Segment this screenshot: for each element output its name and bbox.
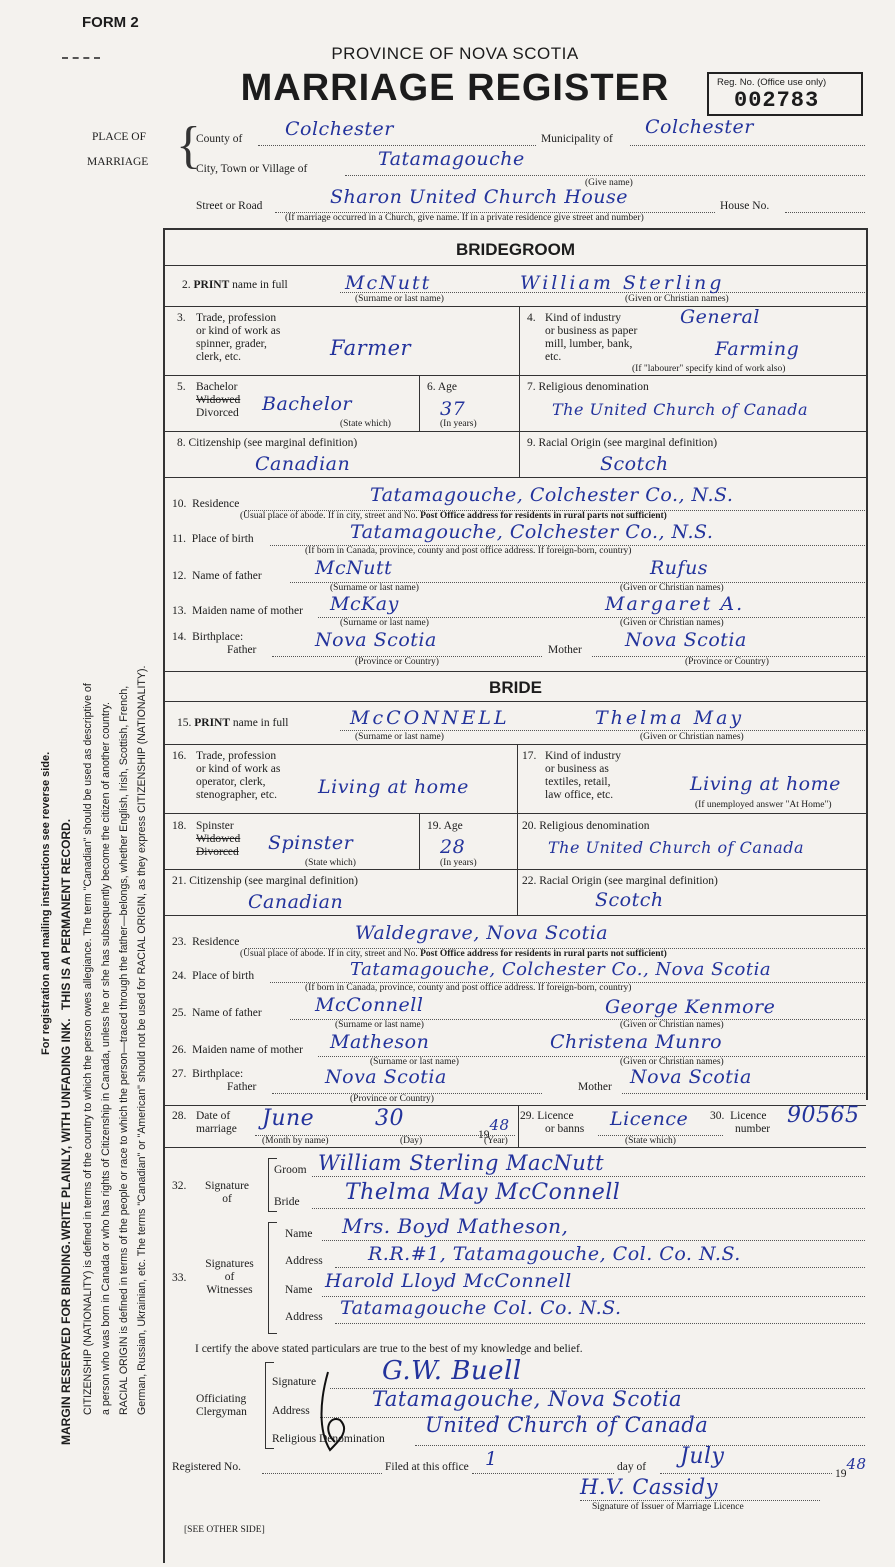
w2-name: Harold Lloyd McConnell bbox=[325, 1270, 572, 1292]
groom-age-value: 37 bbox=[440, 398, 466, 420]
bride-industry-num: 17. bbox=[522, 750, 537, 762]
w2-address: Tatamagouche Col. Co. N.S. bbox=[340, 1297, 622, 1319]
groom-father-surname: McNutt bbox=[315, 557, 393, 579]
street-value: Sharon United Church House bbox=[330, 186, 629, 208]
marriage-day: 30 bbox=[375, 1106, 404, 1131]
groom-given: William Sterling bbox=[520, 272, 725, 294]
margin-line-3: CITIZENSHIP (NATIONALITY) is defined in terms of the country to which the person owes allegiance. The term "Canadian" should be used as descriptive of bbox=[82, 683, 94, 1415]
filed-day: 1 bbox=[485, 1448, 498, 1470]
groom-residence-caption: (Usual place of abode. If in city, street and No. Post Office address for residents in rural parts not sufficient) bbox=[240, 511, 667, 521]
groom-bp-mother-value: Nova Scotia bbox=[625, 629, 747, 651]
issuer-signature: H.V. Cassidy bbox=[580, 1475, 718, 1499]
bride-signature: Thelma May McConnell bbox=[345, 1180, 621, 1205]
licence-no-label-b: number bbox=[735, 1123, 771, 1135]
bride-status-label: Spinster Widowed Divorced bbox=[196, 820, 241, 858]
bride-bp-mother-value: Nova Scotia bbox=[630, 1066, 752, 1088]
margin-line-2a: MARGIN RESERVED FOR BINDING. bbox=[59, 1241, 73, 1445]
give-name-caption: (Give name) bbox=[585, 178, 633, 188]
issuer-caption: Signature of Issuer of Marriage Licence bbox=[592, 1502, 744, 1512]
bride-trade-num: 16. bbox=[172, 750, 187, 762]
witness-label: Signatures of Witnesses bbox=[205, 1258, 254, 1296]
street-note: (If marriage occurred in a Church, give name. If in a private residence give street and number) bbox=[285, 213, 644, 223]
groom-mother-surname: McKay bbox=[330, 593, 399, 615]
house-label: House No. bbox=[720, 200, 770, 212]
bride-racial-label: 22. Racial Origin (see marginal definition) bbox=[522, 875, 718, 887]
bride-status-caption: (State which) bbox=[305, 858, 356, 868]
w1-name: Mrs. Boyd Matheson, bbox=[342, 1214, 569, 1238]
certify-text: I certify the above stated particulars are true to the best of my knowledge and belief. bbox=[195, 1343, 583, 1355]
margin-line-6: German, Russian, Ukrainian, etc. The terms "Canadian" or "American" should not be used for RACIAL ORIGIN, as they express CITIZENSHIP (NATIONALITY). bbox=[136, 665, 148, 1415]
groom-signature: William Sterling MacNutt bbox=[318, 1151, 605, 1175]
day-caption: (Day) bbox=[400, 1136, 423, 1146]
bride-industry-value: Living at home bbox=[690, 773, 841, 795]
groom-bp-father-label: Father bbox=[227, 644, 257, 656]
groom-mother-given: Margaret A. bbox=[605, 593, 745, 615]
groom-racial-label: 9. Racial Origin (see marginal definition) bbox=[527, 437, 718, 449]
bride-trade-label: Trade, profession or kind of work as operator, clerk, stenographer, etc. bbox=[196, 750, 281, 801]
w1-name-label: Name bbox=[285, 1228, 313, 1240]
groom-bp-label: 14. Birthplace: bbox=[172, 631, 244, 643]
bride-residence-value: Waldegrave, Nova Scotia bbox=[355, 922, 609, 944]
groom-birth-caption: (If born in Canada, province, county and post office address. If foreign-born, country) bbox=[305, 546, 632, 556]
licence-no-label: 30. Licence bbox=[710, 1110, 767, 1122]
bride-religion-value: The United Church of Canada bbox=[548, 838, 805, 857]
groom-status-label: Bachelor Widowed Divorced bbox=[196, 381, 241, 419]
bride-citizenship-label: 21. Citizenship (see marginal definition) bbox=[172, 875, 358, 887]
bride-age-value: 28 bbox=[440, 836, 466, 858]
groom-racial-value: Scotch bbox=[600, 453, 669, 475]
bride-residence-caption: (Usual place of abode. If in city, street and No. Post Office address for residents in rural parts not sufficient) bbox=[240, 949, 667, 959]
w1-address-label: Address bbox=[285, 1255, 323, 1267]
sig-label: Signature of bbox=[204, 1180, 250, 1205]
margin-line-1: For registration and mailing instructions see reverse side. bbox=[40, 751, 52, 1055]
bride-mother-given: Christena Munro bbox=[550, 1031, 723, 1053]
groom-status-caption: (State which) bbox=[340, 419, 391, 429]
groom-industry-num: 4. bbox=[527, 312, 536, 324]
clergy-address: Tatamagouche, Nova Scotia bbox=[372, 1387, 683, 1411]
bride-name-label: 15. PRINT name in full bbox=[177, 717, 289, 729]
frame-top-rule bbox=[163, 228, 868, 230]
county-value: Colchester bbox=[285, 118, 394, 140]
groom-father-surname-caption: (Surname or last name) bbox=[330, 583, 419, 593]
bride-given-caption: (Given or Christian names) bbox=[640, 732, 744, 742]
filed-year: 1948 bbox=[835, 1455, 867, 1480]
month-caption: (Month by name) bbox=[262, 1136, 329, 1146]
clergy-religious: United Church of Canada bbox=[425, 1413, 709, 1437]
groom-birth-label: 11. Place of birth bbox=[172, 533, 254, 545]
bride-trade-value: Living at home bbox=[318, 776, 469, 798]
margin-line-4: a person who was born in Canada or who has rights of Citizenship in Canada, unless he or she has subsequently become the citizen of another country. bbox=[100, 702, 112, 1415]
bride-mother-given-caption: (Given or Christian names) bbox=[620, 1057, 724, 1067]
groom-father-given: Rufus bbox=[650, 557, 709, 579]
w2-address-label: Address bbox=[285, 1311, 323, 1323]
bride-father-surname-caption: (Surname or last name) bbox=[335, 1020, 424, 1030]
marriage-month: June bbox=[262, 1106, 315, 1131]
bride-age-caption: (In years) bbox=[440, 858, 477, 868]
province-title: PROVINCE OF NOVA SCOTIA bbox=[331, 44, 579, 63]
bridegroom-title: BRIDEGROOM bbox=[456, 240, 575, 259]
groom-age-caption: (In years) bbox=[440, 419, 477, 429]
groom-surname: McNutt bbox=[345, 272, 432, 294]
city-value: Tatamagouche bbox=[378, 148, 525, 170]
groom-bp-father-caption: (Province or Country) bbox=[355, 657, 439, 667]
groom-industry-value-2: Farming bbox=[715, 338, 800, 360]
groom-residence-value: Tatamagouche, Colchester Co., N.S. bbox=[370, 484, 734, 506]
city-label: City, Town or Village of bbox=[196, 163, 308, 175]
bride-racial-value: Scotch bbox=[595, 889, 664, 911]
bride-citizenship-value: Canadian bbox=[248, 891, 344, 913]
groom-residence-label: 10. Residence bbox=[172, 498, 240, 510]
w2-name-label: Name bbox=[285, 1284, 313, 1296]
bride-religion-label: 20. Religious denomination bbox=[522, 820, 650, 832]
groom-bp-mother-label: Mother bbox=[548, 644, 582, 656]
see-other-side: [SEE OTHER SIDE] bbox=[184, 1525, 265, 1535]
bride-bp-mother-label: Mother bbox=[578, 1081, 612, 1093]
bride-bp-father-value: Nova Scotia bbox=[325, 1066, 447, 1088]
groom-industry-label: Kind of industry or business as paper mill, lumber, bank, etc. bbox=[545, 312, 638, 363]
year-caption: (Year) bbox=[484, 1136, 508, 1146]
form-label: FORM 2 bbox=[82, 14, 139, 31]
bride-age-label: 19. Age bbox=[427, 820, 463, 832]
bride-industry-caption: (If unemployed answer "At Home") bbox=[695, 800, 832, 810]
frame-left-rule bbox=[163, 228, 165, 1563]
groom-age-label: 6. Age bbox=[427, 381, 458, 393]
groom-mother-surname-caption: (Surname or last name) bbox=[340, 618, 429, 628]
margin-line-2c: THIS IS A PERMANENT RECORD. bbox=[59, 818, 73, 1010]
bride-birth-value: Tatamagouche, Colchester Co., Nova Scotia bbox=[350, 959, 772, 980]
bride-surname-caption: (Surname or last name) bbox=[355, 732, 444, 742]
witness-num: 33. bbox=[172, 1272, 187, 1284]
reg-no-box bbox=[707, 72, 863, 116]
licence-value: Licence bbox=[610, 1108, 689, 1130]
marriage-year: 1948 bbox=[478, 1116, 510, 1141]
date-label: Date of marriage bbox=[196, 1110, 237, 1135]
clergy-label: Officiating Clergyman bbox=[196, 1393, 247, 1418]
groom-father-label: 12. Name of father bbox=[172, 570, 262, 582]
licence-caption: (State which) bbox=[625, 1136, 676, 1146]
bride-mother-surname: Matheson bbox=[330, 1031, 430, 1053]
groom-industry-caption: (If "labourer" specify kind of work also) bbox=[632, 364, 786, 374]
groom-given-caption: (Given or Christian names) bbox=[625, 294, 729, 304]
reg-no-label: Reg. No. (Office use only) bbox=[717, 77, 827, 88]
page-title: MARRIAGE REGISTER bbox=[240, 67, 670, 109]
groom-status-value: Bachelor bbox=[262, 393, 353, 415]
groom-bp-father-value: Nova Scotia bbox=[315, 629, 437, 651]
clergy-address-label: Address bbox=[272, 1405, 310, 1417]
licence-no-value: 90565 bbox=[787, 1103, 860, 1128]
date-num: 28. bbox=[172, 1110, 187, 1122]
groom-bp-mother-caption: (Province or Country) bbox=[685, 657, 769, 667]
filed-month: July bbox=[680, 1444, 725, 1469]
bride-birth-label: 24. Place of birth bbox=[172, 970, 255, 982]
margin-line-5: RACIAL ORIGIN is defined in terms of the people or race to which the person—traced through the father—belongs, whether English, Irish, Scottish, French, bbox=[118, 685, 130, 1415]
licence-label: 29. Licence bbox=[520, 1110, 574, 1122]
clergy-religious-label: Religious Denomination bbox=[272, 1433, 385, 1445]
county-label: County of bbox=[196, 133, 243, 145]
place-brace: { bbox=[176, 117, 201, 174]
bride-birth-caption: (If born in Canada, province, county and post office address. If foreign-born, country) bbox=[305, 983, 632, 993]
bride-residence-label: 23. Residence bbox=[172, 936, 240, 948]
marriage-label: MARRIAGE bbox=[87, 156, 149, 168]
groom-citizenship-label: 8. Citizenship (see marginal definition) bbox=[177, 437, 358, 449]
bride-surname: McCONNELL bbox=[350, 707, 510, 729]
groom-religion-label: 7. Religious denomination bbox=[527, 381, 649, 393]
w1-address: R.R.#1, Tatamagouche, Col. Co. N.S. bbox=[368, 1243, 741, 1265]
bride-bp-father-caption: (Province or Country) bbox=[350, 1094, 434, 1104]
street-label: Street or Road bbox=[196, 200, 263, 212]
groom-industry-value-1: General bbox=[680, 306, 760, 328]
groom-surname-caption: (Surname or last name) bbox=[355, 294, 444, 304]
registered-label: Registered No. bbox=[172, 1461, 241, 1473]
bride-bp-father-label: Father bbox=[227, 1081, 257, 1093]
bride-industry-label: Kind of industry or business as textiles, retail, law office, etc. bbox=[545, 750, 622, 801]
bride-father-label: 25. Name of father bbox=[172, 1007, 262, 1019]
municipality-value: Colchester bbox=[645, 116, 754, 138]
groom-trade-value: Farmer bbox=[330, 336, 412, 360]
clergy-signature: G.W. Buell bbox=[382, 1356, 522, 1386]
groom-citizenship-value: Canadian bbox=[255, 453, 351, 475]
groom-sig-label: Groom bbox=[274, 1164, 307, 1176]
bride-status-num: 18. bbox=[172, 820, 187, 832]
reg-no-value: 002783 bbox=[734, 88, 820, 113]
bride-sig-label: Bride bbox=[274, 1196, 300, 1208]
sig-num: 32. bbox=[172, 1180, 187, 1192]
bride-father-given: George Kenmore bbox=[605, 996, 776, 1018]
groom-religion-value: The United Church of Canada bbox=[552, 400, 809, 419]
groom-trade-num: 3. bbox=[177, 312, 186, 324]
bride-bp-label: 27. Birthplace: bbox=[172, 1068, 244, 1080]
flourish-mark bbox=[310, 1370, 365, 1455]
bride-given: Thelma May bbox=[595, 707, 745, 729]
groom-father-given-caption: (Given or Christian names) bbox=[620, 583, 724, 593]
groom-status-num: 5. bbox=[177, 381, 186, 393]
bride-status-value: Spinster bbox=[268, 832, 354, 854]
groom-trade-label: Trade, profession or kind of work as spinner, grader, clerk, etc. bbox=[196, 312, 281, 363]
dash-mark bbox=[62, 57, 100, 59]
bride-father-surname: McConnell bbox=[315, 994, 424, 1016]
bride-mother-surname-caption: (Surname or last name) bbox=[370, 1057, 459, 1067]
groom-mother-given-caption: (Given or Christian names) bbox=[620, 618, 724, 628]
place-of-label: PLACE OF bbox=[92, 131, 146, 143]
groom-birth-value: Tatamagouche, Colchester Co., N.S. bbox=[350, 521, 714, 543]
bride-title: BRIDE bbox=[489, 678, 542, 697]
filed-label: Filed at this office bbox=[385, 1461, 469, 1473]
bride-father-given-caption: (Given or Christian names) bbox=[620, 1020, 724, 1030]
groom-name-label: 2. PRINT name in full bbox=[182, 279, 288, 291]
clergy-signature-label: Signature bbox=[272, 1376, 317, 1388]
groom-mother-label: 13. Maiden name of mother bbox=[172, 605, 303, 617]
margin-line-2b: WRITE PLAINLY, WITH UNFADING INK. bbox=[59, 1018, 73, 1240]
licence-label-b: or banns bbox=[545, 1123, 585, 1135]
day-of-label: day of bbox=[617, 1461, 647, 1473]
municipality-label: Municipality of bbox=[541, 133, 613, 145]
frame-right-rule bbox=[866, 228, 868, 1100]
bride-mother-label: 26. Maiden name of mother bbox=[172, 1044, 303, 1056]
